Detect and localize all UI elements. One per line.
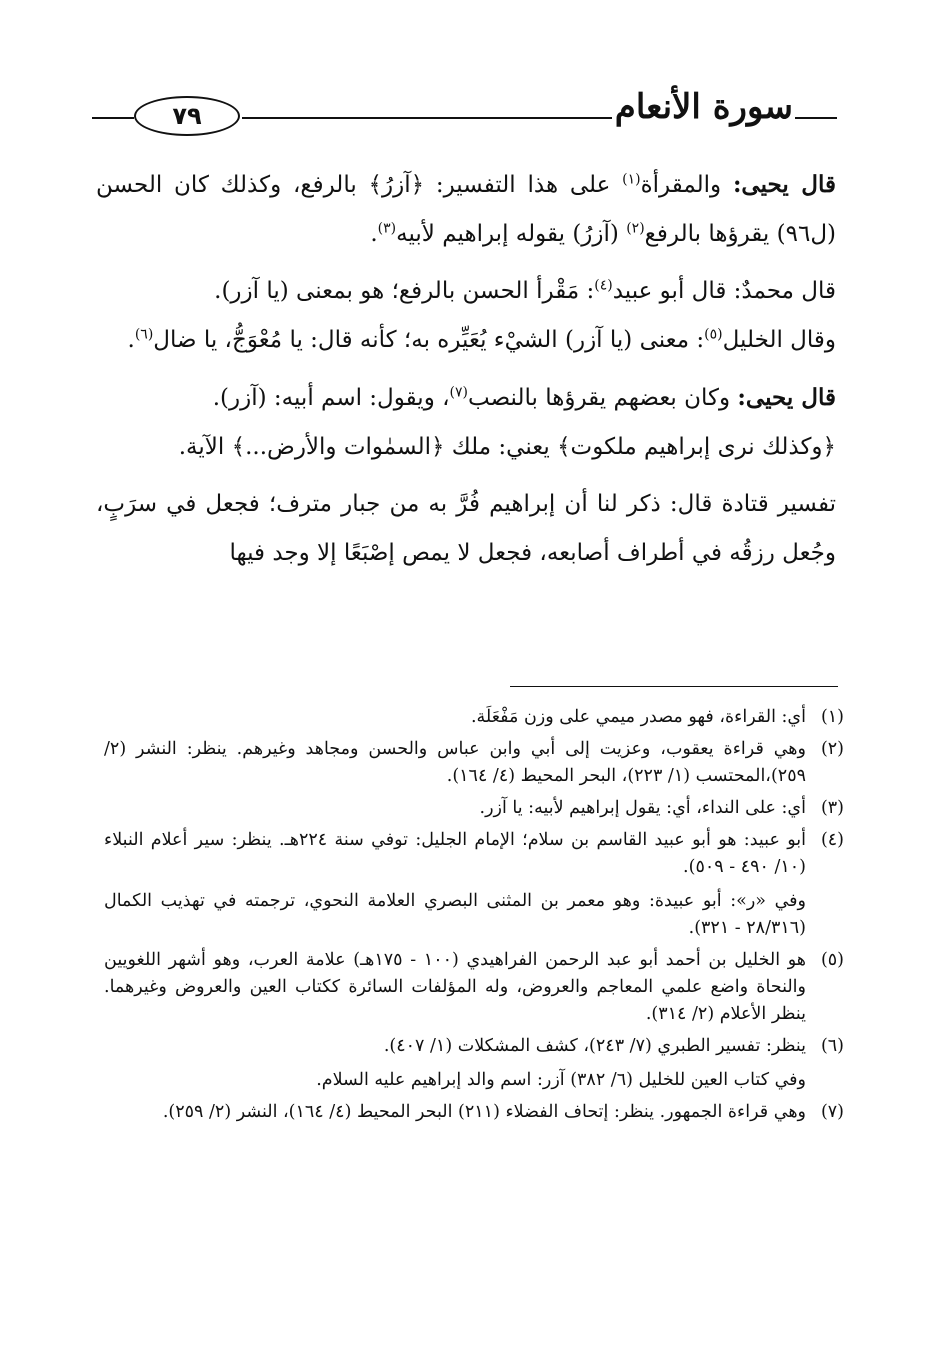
footnote-ref: (١) [622, 171, 641, 188]
footnote [104, 736, 844, 790]
footnote-ref: (٣) [377, 220, 397, 237]
footnote-text: أبو عبيد: هو أبو عبيد القاسم بن سلام؛ الإمام الجليل: توفي سنة ٢٢٤هـ. ينظر: سير أعلام النبلاء (١٠/ ٤٩٠ - ٥٠٩). [104, 830, 806, 877]
footnote-ref: (٦) [134, 326, 154, 343]
text-run: وقال الخليل [722, 327, 836, 353]
text-run: ، ويقول: اسم أبيه: (آزر). [212, 385, 450, 411]
footnote-text: وفي كتاب العين للخليل (٦/ ٣٨٢) آزر: اسم والد إبراهيم عليه السلام. [316, 1070, 806, 1090]
footnote [104, 1033, 844, 1094]
header-rule-middle [242, 117, 612, 119]
header-rule-right [795, 117, 837, 119]
footnote-number: (٢) [820, 739, 844, 759]
text-run: . [370, 221, 378, 247]
text-run: ﴿وكذلك نرى إبراهيم ملكوت﴾ يعني: ملك ﴿السمٰوات والأرض...﴾ الآية. [178, 434, 836, 460]
footnote-ref: (٥) [704, 326, 723, 343]
text-run: قال محمدٌ: قال أبو عبيد [612, 278, 836, 304]
text-run: : معنى (يا آزر) الشيْء يُعَيِّره به؛ كأنه قال: يا مُعْوَجُّ، يا ضال [153, 327, 705, 353]
footnote-number: (٤) [820, 830, 844, 850]
paragraph-1 [96, 160, 836, 259]
footnote [104, 947, 844, 1028]
paragraph-4 [96, 373, 836, 423]
text-run: على هذا التفسير: ﴿آزرُ﴾ بالرفع، وكذلك كان الحسن (ل٩٦) يقرؤها بالرفع [96, 172, 836, 247]
footnote [104, 704, 844, 731]
surah-title: سورة الأنعام [614, 87, 793, 127]
text-run: وكان بعضهم يقرؤها بالنصب [468, 385, 738, 411]
main-text [96, 160, 836, 578]
speaker-label: قال يحيى: [737, 384, 836, 411]
footnote-text: ينظر: تفسير الطبري (٧/ ٢٤٣)، كشف المشكلات (١/ ٤٠٧). [383, 1036, 806, 1056]
header-rule-left [92, 117, 134, 119]
speaker-label: قال يحيى: [732, 171, 836, 198]
footnote [104, 795, 844, 822]
footnote [104, 1099, 844, 1126]
footnote-text: وهي قراءة الجمهور. ينظر: إتحاف الفضلاء (٢١١) البحر المحيط (٤/ ١٦٤)، النشر (٢/ ٢٥٩). [162, 1102, 806, 1122]
footnote-number: (٦) [820, 1036, 844, 1056]
text-run: (آزرُ) يقوله إبراهيم لأبيه [396, 221, 627, 247]
text-run: . [127, 327, 135, 353]
footnote-number: (١) [820, 707, 844, 727]
footnote-text: هو الخليل بن أحمد أبو عبد الرحمن الفراهيدي (١٠٠ - ١٧٥هـ) علامة العرب، وهو أشهر اللغويين والنحاة واضع علمي المعاجم والعروض، وله المؤلفات السائرة ككتاب العين والعروض وغيرهما. ينظر الأعلام (٢/ ٣١٤). [104, 950, 806, 1024]
page-header [92, 84, 837, 144]
paragraph-6 [96, 480, 836, 578]
footnotes [104, 704, 844, 1126]
footnote-text: أي: القراءة، فهو مصدر ميمي على وزن مَفْعَلَة. [470, 707, 806, 727]
footnote-number: (٥) [820, 950, 844, 970]
footnote-ref: (٧) [449, 384, 468, 401]
footnote-text: وفي «ر»: أبو عبيدة: وهو معمر بن المثنى البصري العلامة النحوي، ترجمته في تهذيب الكمال (٢٨/٣١٦ - ٣٢١). [104, 891, 806, 938]
text-run: : مَقْرأ الحسن بالرفع؛ هو بمعنى (يا آزر). [214, 278, 595, 304]
paragraph-2 [96, 267, 836, 316]
footnote-ref: (٤) [594, 277, 613, 294]
text-run: تفسير قتادة قال: ذكر لنا أن إبراهيم فُرَّ به من جبار مترف؛ فجعل في سرَبٍ، وجُعل رزقُه في أطراف أصابعه، فجعل لا يمص إصْبَعًا إلا وجد فيها [96, 491, 836, 566]
paragraph-3 [96, 316, 836, 365]
footnote-number: (٧) [820, 1102, 844, 1122]
footnote-text: وهي قراءة يعقوب، وعزيت إلى أبي وابن عباس والحسن ومجاهد وغيرهم. ينظر: النشر (٢/ ٢٥٩)،المحتسب (١/ ٢٢٣)، البحر المحيط (٤/ ١٦٤). [104, 739, 806, 786]
footnote-separator [510, 686, 838, 687]
footnote-text: أي: على النداء، أي: يقول إبراهيم لأبيه: يا آزر. [479, 798, 806, 818]
paragraph-5 [96, 423, 836, 472]
footnote [104, 827, 844, 942]
page-number: ٧٩ [134, 96, 240, 136]
footnote-ref: (٢) [626, 220, 645, 237]
footnote-number: (٣) [820, 798, 844, 818]
text-run: والمقرأة [640, 172, 733, 198]
